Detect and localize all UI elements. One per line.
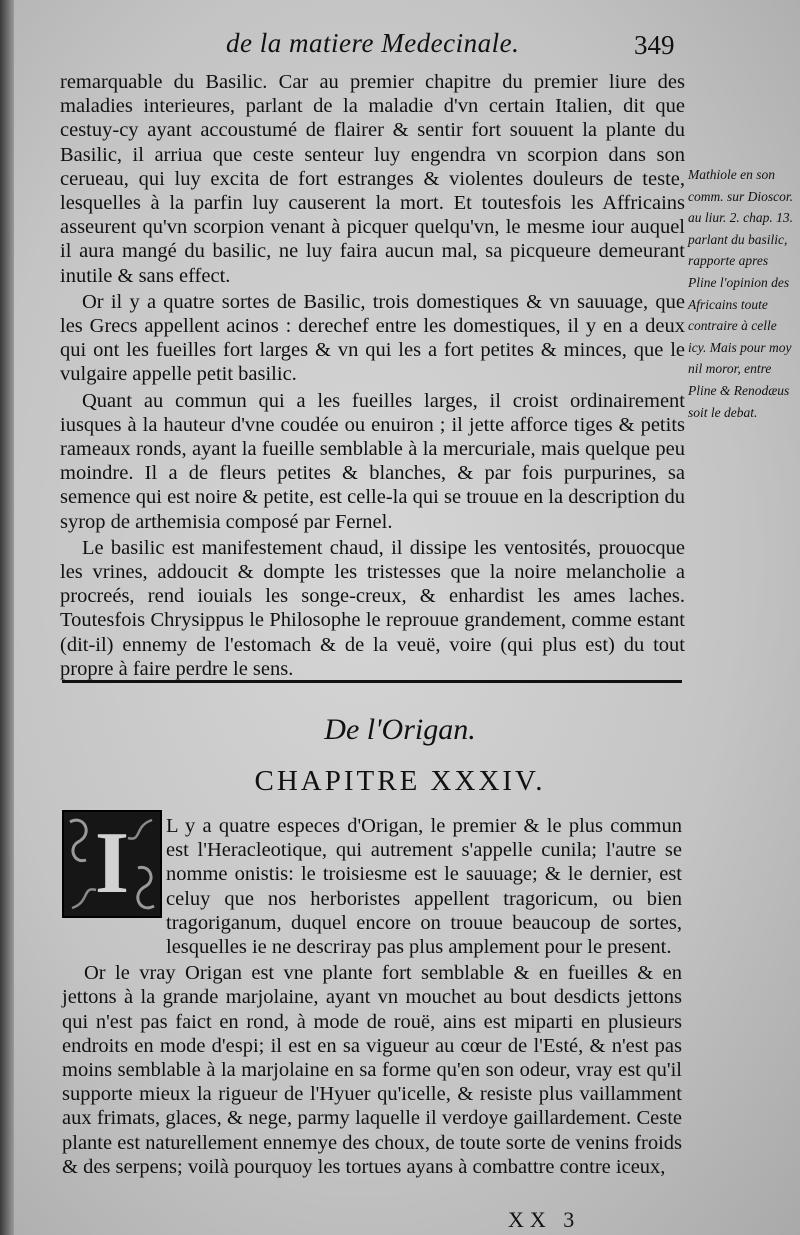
paragraph: L y a quatre especes d'Origan, le premier & le plus commun est l'Heracleotique, qui autrement s'appelle cunila; l'autre se nomme onistis: le troisiesme est le sauuage; & le dernier, est celuy que nos herboristes appellent tragoricum, ou bien tragoriganum, duquel encore on trouue beaucoup de sortes, lesquelles ie ne descriray pas plus amplement pour le present. [166, 815, 682, 959]
page-number: 349 [634, 30, 675, 60]
section-divider [62, 680, 682, 683]
signature-mark: XX 3 [508, 1207, 581, 1232]
chapter-title: CHAPITRE XXXIV. [254, 765, 546, 797]
margin-note: Mathiole en son comm. sur Dioscor. au liur. 2. chap. 13. parlant du basilic, rapporte apres Pline l'opinion des Africains toute contraire à celle icy. Mais pour moy nil moror, entre Pline & Renodæus soit le debat. [688, 167, 794, 420]
paragraph: Or le vray Origan est vne plante fort semblable & en fueilles & en jettons à la grande marjolaine, ayant vn mouchet au bout desdicts jettons qui n'est pas faict en rond, à mode de rouë, ains est miparti en plusieurs endroits en mode d'espi; il est en sa vigueur au cœur de l'Esté, & n'est pas moins semblable à la marjolaine en sa forme qu'en son odeur, vray est qu'il supporte mieux la rigueur de l'Hyuer qu'icelle, & resiste plus vaillamment aux frimats, glaces, & nege, parmy laquelle il verdoye gaillardement. Ceste plante est naturellement ennemye des choux, de toute sorte de venins froids & des serpens; voilà pourquoy les tortues ayans à combattre contre iceux, [62, 962, 682, 1178]
paragraph: Quant au commun qui a les fueilles larges, il croist ordinairement iusques à la hauteur d'vne coudée ou enuiron ; il jette afforce tiges & petits rameaux ronds, ayant la fueille semblable à la mercuriale, mais quelque peu moindre. Il a de fleurs petites & blanches, & par fois purpurines, sa semence qui est noire & petite, est celle-la qui se trouue en la description du syrop de arthemisia composé par Fernel. [60, 389, 685, 533]
paragraph: Or il y a quatre sortes de Basilic, trois domestiques & vn sauuage, que les Grecs appellent acinos : derechef entre les domestiques, il y en a deux qui ont les fueilles fort larges & vn qui les a fort petites & minces, que le vulgaire appelle petit basilic. [60, 290, 685, 386]
running-title: de la matiere Medecinale. [226, 28, 520, 58]
main-text [60, 70, 685, 681]
section-title: De l'Origan. [324, 713, 476, 746]
chapter-text [62, 814, 682, 1179]
paragraph: Le basilic est manifestement chaud, il dissipe les ventosités, prouocque les vrines, addoucit & dompte les tristesses que la noire melancholie a procreés, rend iouials les songe-creux, & enhardist les ames laches. Toutesfois Chrysippus le Philosophe le reprouue grandement, comme estant (dit-il) ennemy de l'estomach & de la veuë, voire (qui plus est) du tout propre à faire perdre le sens. [60, 536, 685, 680]
page-edge-shadow [0, 0, 14, 1235]
paragraph: remarquable du Basilic. Car au premier chapitre du premier liure des maladies interieures, parlant de la maladie d'vn certain Italien, dit que cestuy-cy ayant accoustumé de flairer & sentir fort souuent la plante du Basilic, il arriua que ceste senteur luy engendra vn scorpion dans son cerueau, qui luy excita de fort estranges & violentes douleurs de teste, lesquelles à la parfin luy causerent la mort. Et toutesfois les Affricains asseurent qu'vn scorpion venant à picquer quelqu'vn, le mesme iour auquel il aura mangé du basilic, ne luy faira aucun mal, sa picqueure demeurant inutile & sans effect. [60, 71, 685, 287]
drop-cap-letter: I [94, 815, 130, 912]
